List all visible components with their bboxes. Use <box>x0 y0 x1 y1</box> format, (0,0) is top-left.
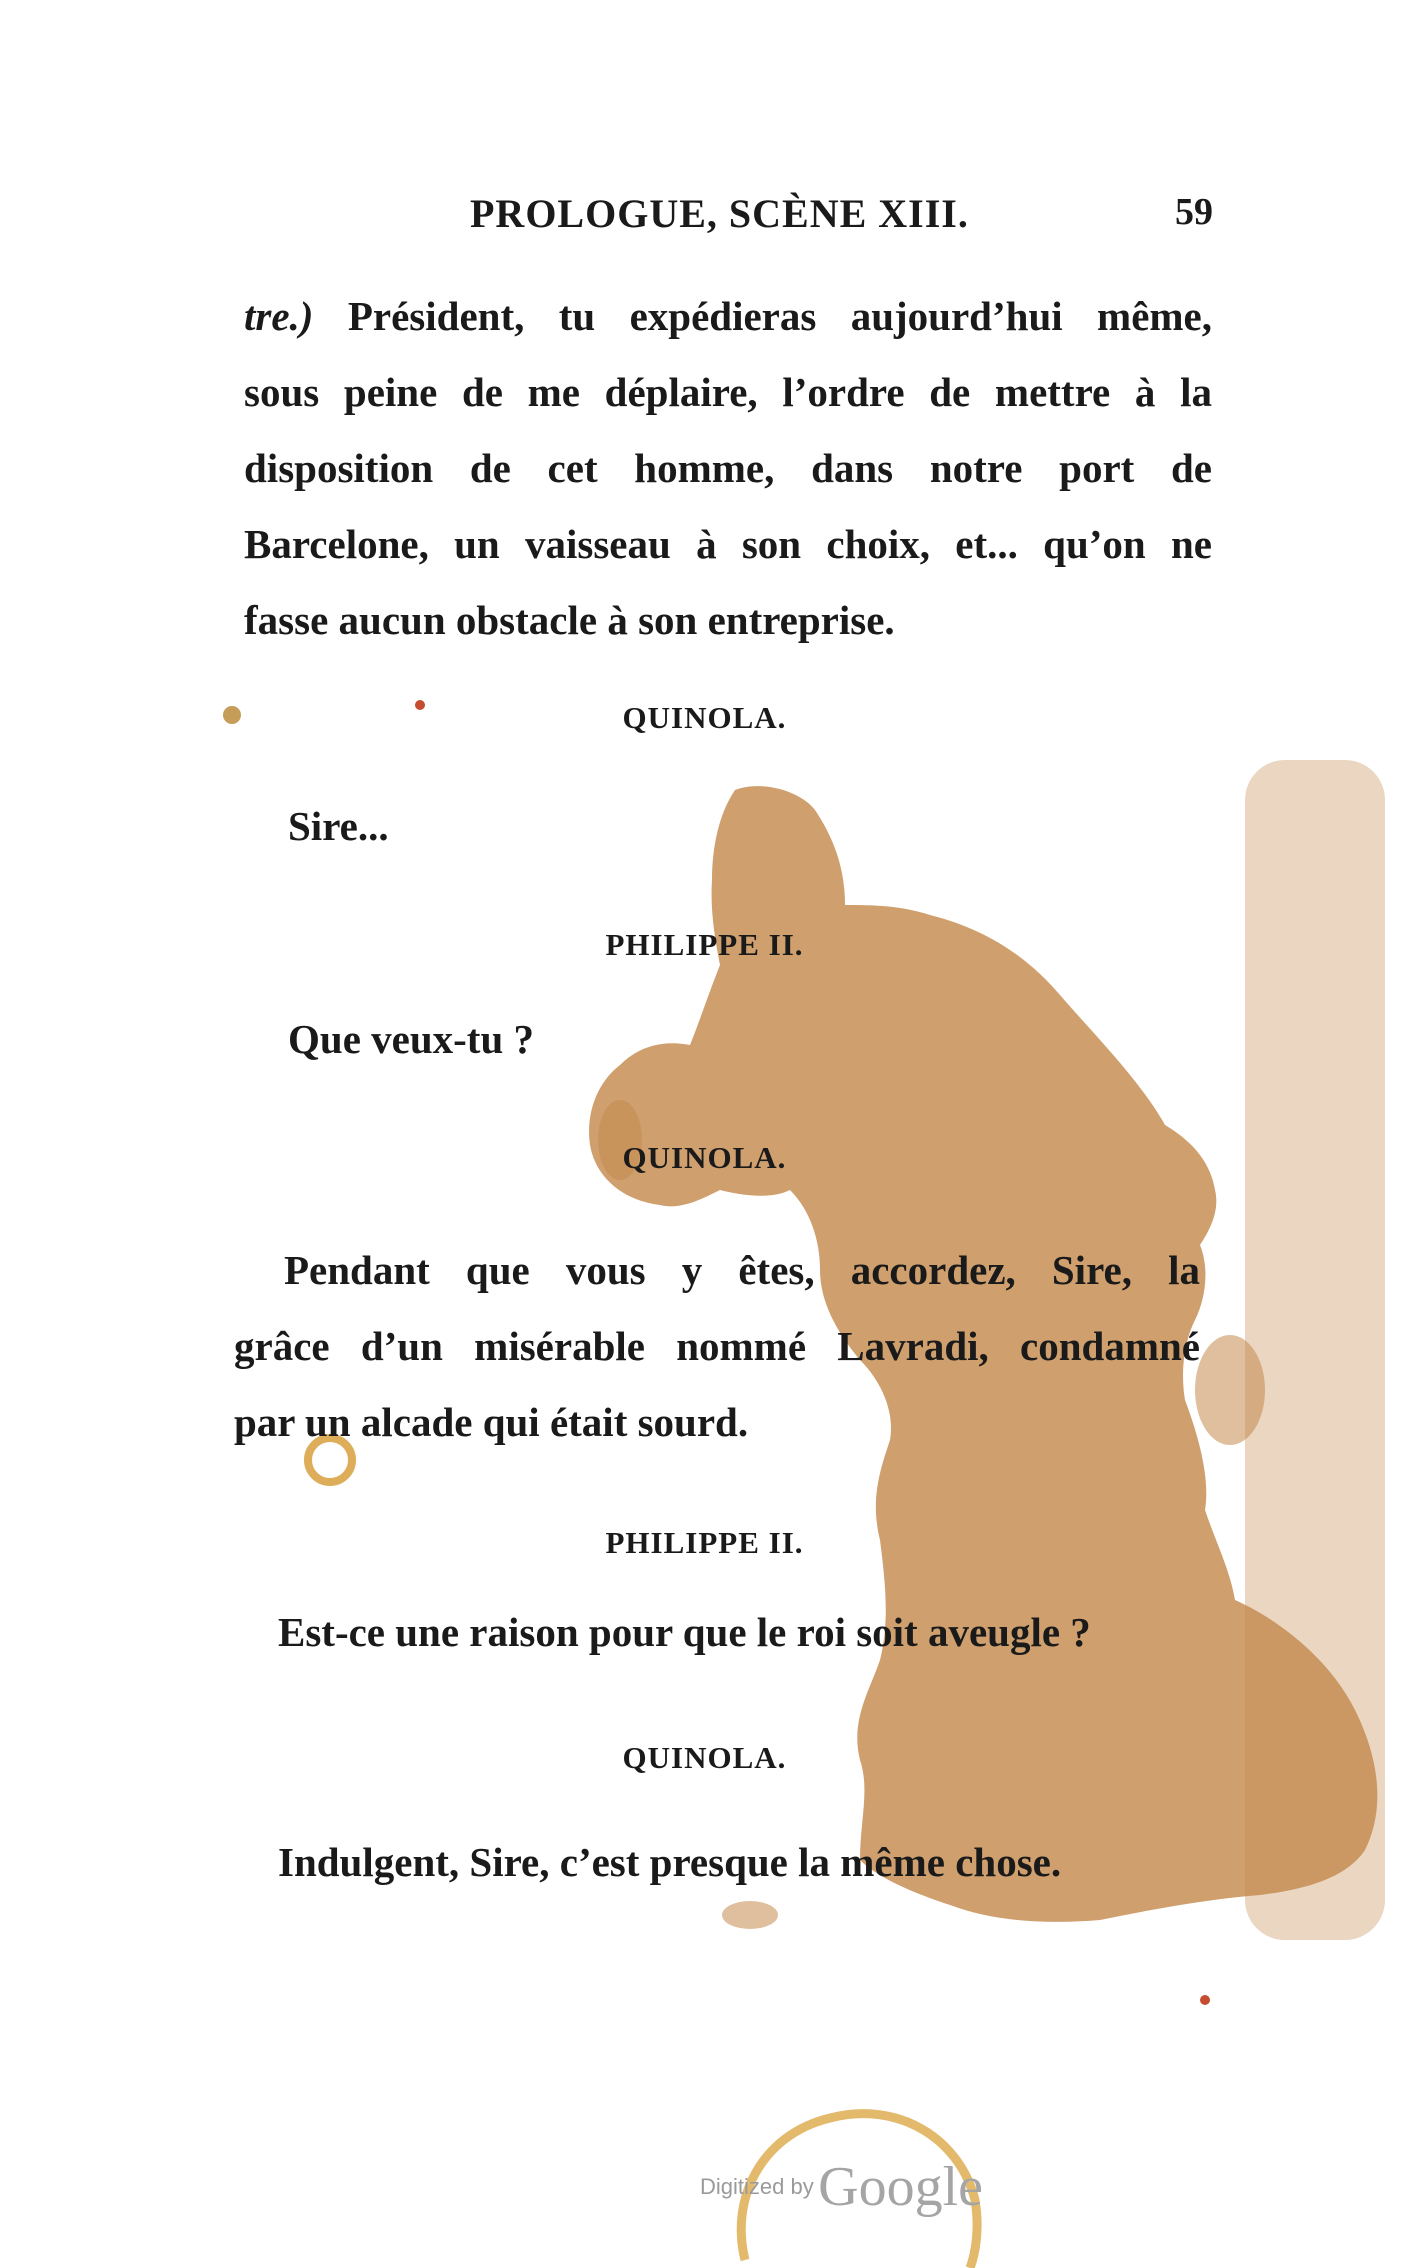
paragraph-line <box>244 278 1212 354</box>
speech-line: Que veux-tu ? <box>288 1016 534 1062</box>
speech-line: Sire... <box>288 803 389 849</box>
speaker-name: PHILIPPE II. <box>605 927 804 962</box>
running-header <box>0 190 1409 250</box>
speech-line: Indulgent, Sire, c’est presque la même chose. <box>278 1839 1062 1885</box>
opening-paragraph <box>244 278 1212 658</box>
speech-line: Est-ce une raison pour que le roi soit aveugle ? <box>278 1609 1091 1655</box>
speaker-name: QUINOLA. <box>622 700 787 735</box>
paragraph-line: sous peine de me déplaire, l’ordre de mettre à la <box>244 369 1212 415</box>
page-number: 59 <box>1175 191 1213 233</box>
italic-stage-direction: tre.) <box>244 293 314 339</box>
paragraph-line: fasse aucun obstacle à son entreprise. <box>244 597 895 643</box>
paragraph-line: Pendant que vous y êtes, accordez, Sire, la <box>284 1247 1200 1293</box>
speaker-name: PHILIPPE II. <box>605 1525 804 1560</box>
digitized-watermark <box>700 2155 983 2219</box>
paragraph-line: disposition de cet homme, dans notre port de <box>244 445 1212 491</box>
google-logo: Google <box>818 2156 984 2218</box>
line-text: Président, tu expédieras aujourd’hui même, <box>313 293 1212 339</box>
paragraph-line: par un alcade qui était sourd. <box>234 1399 749 1445</box>
speaker-name: QUINOLA. <box>622 1740 787 1775</box>
paragraph-line: grâce d’un misérable nommé Lavradi, condamné <box>234 1323 1200 1369</box>
watermark-prefix: Digitized by <box>700 2174 814 2199</box>
paragraph-line: Barcelone, un vaisseau à son choix, et... qu’on ne <box>244 521 1212 567</box>
speech-paragraph <box>234 1232 1200 1460</box>
running-title: PROLOGUE, SCÈNE XIII. <box>470 191 969 236</box>
speaker-name: QUINOLA. <box>622 1140 787 1175</box>
